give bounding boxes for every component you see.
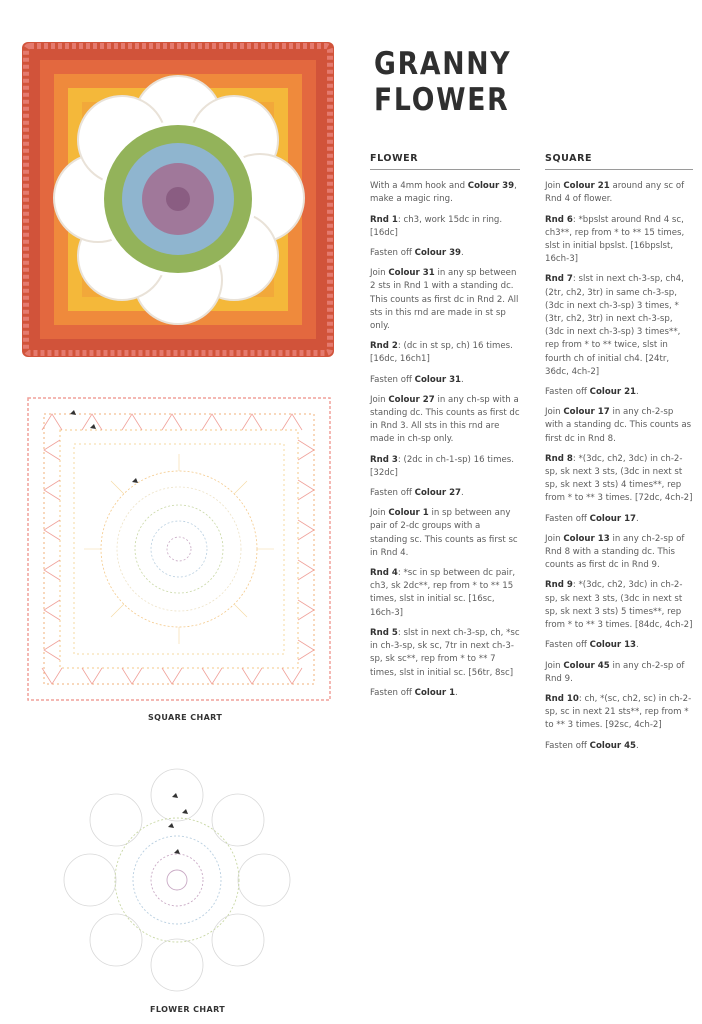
square-step: Fasten off Colour 13. bbox=[545, 640, 639, 651]
square-chart bbox=[22, 390, 336, 706]
square-step: Fasten off Colour 17. bbox=[545, 513, 639, 524]
page-title: GRANNY FLOWER bbox=[374, 46, 512, 118]
flower-step: Rnd 3: (2dc in ch-1-sp) 16 times. [32dc] bbox=[370, 454, 514, 478]
granny-flower-photo bbox=[22, 42, 334, 357]
square-step: Join Colour 13 in any ch-2-sp of Rnd 8 with a standing dc. This counts as first dc in Rnd 9. bbox=[545, 533, 685, 571]
flower-chart-caption: FLOWER CHART bbox=[150, 1005, 226, 1014]
flower-step: Fasten off Colour 1. bbox=[370, 687, 458, 698]
square-step: Fasten off Colour 45. bbox=[545, 740, 639, 751]
square-step: Join Colour 45 in any ch-2-sp of Rnd 9. bbox=[545, 660, 685, 684]
flower-instructions bbox=[370, 152, 520, 707]
square-heading: SQUARE bbox=[545, 152, 693, 170]
flower-step: Rnd 1: ch3, work 15dc in ring. [16dc] bbox=[370, 214, 503, 238]
flower-step: Fasten off Colour 31. bbox=[370, 374, 464, 385]
square-step: Join Colour 21 around any sc of Rnd 4 of flower. bbox=[545, 181, 685, 205]
square-chart-caption: SQUARE CHART bbox=[148, 713, 223, 722]
flower-heading: FLOWER bbox=[370, 152, 520, 170]
flower-step: Fasten off Colour 39. bbox=[370, 248, 464, 259]
flower-step: Join Colour 1 in sp between any pair of 2-dc groups with a standing sc. This counts as first sc in Rnd 4. bbox=[370, 508, 518, 558]
flower-chart bbox=[60, 765, 295, 995]
square-step: Rnd 10: ch, *(sc, ch2, sc) in ch-2-sp, sc in next 21 sts**, rep from * to ** 3 times. [92sc, 4ch-2] bbox=[545, 693, 692, 731]
square-step: Rnd 6: *bpslst around Rnd 4 sc, ch3**, rep from * to ** 15 times, slst in initial bpslst. [16bpslst, 16ch-3] bbox=[545, 214, 685, 265]
flower-step: Rnd 4: *sc in sp between dc pair, ch3, sk 2dc**, rep from * to ** 15 times, slst in initial sc. [16sc, 16ch-3] bbox=[370, 568, 516, 618]
square-step: Join Colour 17 in any ch-2-sp with a standing dc. This counts as first dc in Rnd 8. bbox=[545, 407, 692, 444]
square-step: Rnd 7: slst in next ch-3-sp, ch4, (2tr, ch2, 3tr) in same ch-3-sp, (3dc in next ch-3-sp) 3 times, *(3tr, ch2, 3tr) in next ch-3-sp, (3dc in next ch-3-sp) 3 times**, rep from * to ** twice, slst in fourth ch of initial ch4. [24tr, 36dc, 4ch-2] bbox=[545, 274, 684, 377]
flower-step: Join Colour 31 in any sp between 2 sts in Rnd 1 with a standing dc. This counts as first dc in Rnd 2. All sts in this rnd are made in st sp only. bbox=[370, 268, 519, 332]
square-instructions bbox=[545, 152, 693, 760]
flower-step: Fasten off Colour 27. bbox=[370, 488, 464, 499]
square-step: Rnd 8: *(3dc, ch2, 3dc) in ch-2-sp, sk next 3 sts, (3dc in next st sp, sk next 3 sts) 4 times**, rep from * to ** 3 times. [72dc, 4ch-2] bbox=[545, 453, 693, 504]
square-step: Fasten off Colour 21. bbox=[545, 387, 639, 398]
flower-step: Join Colour 27 in any ch-sp with a standing dc. This counts as first dc in Rnd 3. All sts in this rnd are made in ch-sp only. bbox=[370, 394, 520, 445]
flower-step: Rnd 5: slst in next ch-3-sp, ch, *sc in ch-3-sp, sk sc, 7tr in next ch-3-sp, sk sc**, rep from * to ** 7 times, slst in initial sc. [56tr, 8sc] bbox=[370, 627, 520, 678]
flower-step: With a 4mm hook and Colour 39, make a magic ring. bbox=[370, 181, 517, 205]
flower-step: Rnd 2: (dc in st sp, ch) 16 times. [16dc, 16ch1] bbox=[370, 341, 513, 365]
square-step: Rnd 9: *(3dc, ch2, 3dc) in ch-2-sp, sk next 3 sts, (3dc in next st sp, sk next 3 sts) 5 times**, rep from * to ** 3 times. [84dc, 4ch-2] bbox=[545, 580, 693, 631]
